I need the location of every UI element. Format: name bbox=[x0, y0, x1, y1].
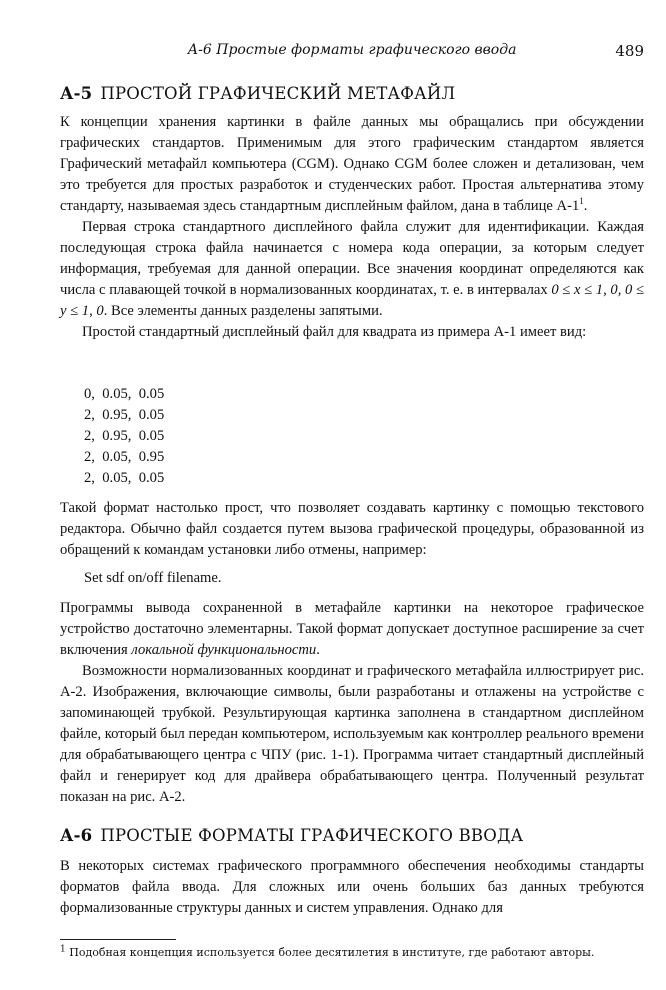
section-a6-body bbox=[60, 856, 644, 919]
display-file-example bbox=[84, 384, 384, 489]
running-head-title: А-6 Простые форматы графического ввода bbox=[187, 42, 517, 58]
section-a5-intro bbox=[60, 112, 644, 343]
code-line: 2, 0.95, 0.05 bbox=[84, 428, 165, 444]
paragraph-5-emphasis: локальной функциональности bbox=[131, 642, 317, 658]
footnote bbox=[60, 946, 644, 960]
paragraph-1-text: К концепции хранения картинки в файле данных мы обращались при обсуждении графических стандартов. Применимым для этого графическим стандартом является Графический метафайл компьютера (CGM). Однако CGM более сложен и детализован, чем это требуется для простых разработок и студенческих работ. Простая альтернатива этому стандарту, называемая здесь стандартным дисплейным файлом, дана в таблице А-1 bbox=[60, 114, 644, 214]
section-a5-heading bbox=[60, 84, 644, 103]
coordinate-range: 0 ≤ x ≤ 1, 0, 0 ≤ y ≤ 1, 0 bbox=[60, 282, 644, 319]
section-a5-rest bbox=[60, 598, 644, 808]
code-line: 0, 0.05, 0.05 bbox=[84, 386, 165, 402]
paragraph-5-text-b: . bbox=[316, 642, 320, 658]
section-a5-title: ПРОСТОЙ ГРАФИЧЕСКИЙ МЕТАФАЙЛ bbox=[100, 84, 456, 103]
command-line: Set sdf on/off filename. bbox=[84, 570, 222, 586]
paragraph-5-text-a: Программы вывода сохраненной в метафайле картинки на некоторое графическое устройство достаточно элементарны. Такой формат допускает доступное расширение за счет включения bbox=[60, 600, 644, 658]
footnote-rule bbox=[60, 939, 176, 940]
section-a6-number: А-6 bbox=[60, 826, 93, 845]
code-line: 2, 0.95, 0.05 bbox=[84, 407, 165, 423]
paragraph-3: Простой стандартный дисплейный файл для квадрата из примера А-1 имеет вид: bbox=[82, 324, 587, 340]
paragraph-2-text-a: Первая строка стандартного дисплейного файла служит для идентификации. Каждая последующая строка файла начинается с номера кода операции, за которым следует информация, требуемая для данной операции. Все значения координат определяются как числа с плавающей точкой в нормализованных координатах, т. е. в интервалах bbox=[60, 219, 644, 298]
footnote-reference: 1 bbox=[579, 196, 584, 207]
section-a5-number: А-5 bbox=[60, 84, 93, 103]
running-head bbox=[60, 42, 644, 62]
code-line: 2, 0.05, 0.95 bbox=[84, 449, 165, 465]
footnote-mark: 1 bbox=[60, 944, 66, 955]
section-a6-title: ПРОСТЫЕ ФОРМАТЫ ГРАФИЧЕСКОГО ВВОДА bbox=[100, 826, 524, 845]
footnote-text: Подобная концепция используется более десятилетия в институте, где работают авторы. bbox=[65, 946, 595, 959]
command-example bbox=[84, 568, 384, 589]
page-number: 489 bbox=[615, 42, 644, 60]
paragraph-4-text: Такой формат настолько прост, что позволяет создавать картинку с помощью текстового редактора. Обычно файл создается путем вызова графической процедуры, образованной из обращений к командам установки либо отмены, например: bbox=[60, 500, 644, 558]
paragraph-2-text-b: . Все элементы данных разделены запятыми. bbox=[103, 303, 383, 319]
paragraph-6: Возможности нормализованных координат и графического метафайла иллюстрирует рис. А-2. Изображения, включающие символы, были разработаны и отлажены на устройстве с запоминающей трубкой. Результирующая картинка заполнена в стандартном дисплейном файле, который был передан компьютером, используемым как контроллер реального времени для обрабатывающего центра с ЧПУ (рис. 1-1). Программа читает стандартный дисплейный файл и генерирует код для драйвера обрабатывающего центра. Полученный результат показан на рис. А-2. bbox=[60, 663, 644, 805]
section-a6-heading bbox=[60, 826, 644, 845]
paragraph-1-end: . bbox=[583, 198, 588, 214]
paragraph-4 bbox=[60, 498, 644, 561]
paragraph-1 bbox=[60, 112, 644, 217]
paragraph-5 bbox=[60, 598, 644, 661]
paragraph-2 bbox=[60, 217, 644, 322]
section-a6-paragraph-1: В некоторых системах графического программного обеспечения необходимы стандарты форматов файла ввода. Для сложных или очень больших баз данных требуются формализованные структуры данных и систем управления. Однако для bbox=[60, 858, 644, 916]
code-line: 2, 0.05, 0.05 bbox=[84, 470, 165, 486]
